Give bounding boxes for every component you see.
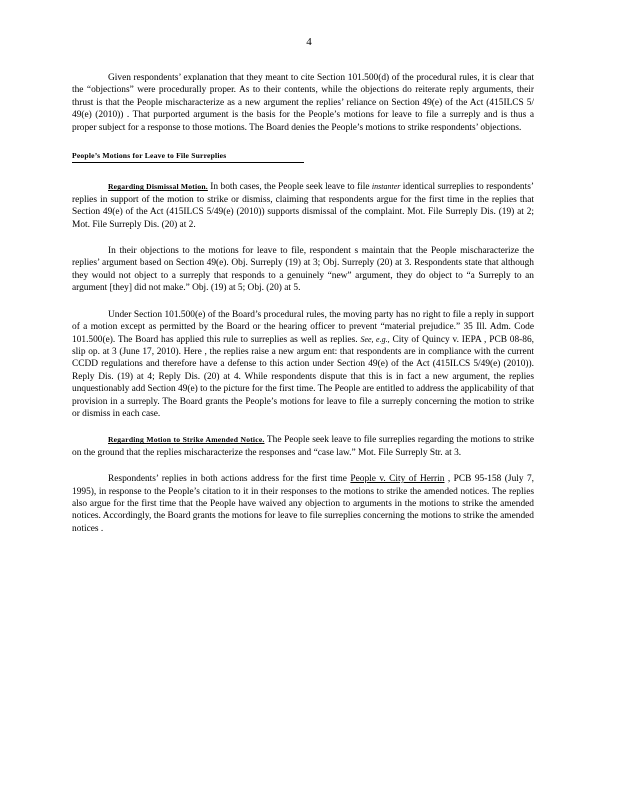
see-eg-signal: See, e.g., [360,334,390,344]
subsection-heading-dismissal: Regarding Dismissal Motion. [108,182,208,192]
paragraph-text: Under Section 101.500(e) of the Board’s procedural rules, the moving party has no right to file a reply in support of a motion except as permitted by the Board or the hearing officer to prevent “material prejudice.” 35 Ill. Adm. Code 101.500(e). The Board has applied this rule to surreplies as well as replies. [72,309,534,345]
paragraph-text: The People seek leave to file surreplies regarding the motions to strike on the ground that the replies mischaracterize the responses and “case law.” Mot. File Surreply Str. at 3. [72,435,535,458]
page-number: 4 [306,36,312,48]
paragraph-text: Given respondents’ explanation that they meant to cite Section 101.500(d) of the procedural rules, it is clear that the “objections” were procedurally proper. As to their contents, while the objections do reiterate reply arguments, their thrust is that the People mischaracterize as a new argument the replies’ reliance on Section 49(e) of the Act (415ILCS 5/ 49(e) (2010)) . That purported argument is the basis for the People’s motions for leave to file a surreply and is thus a proper subject for a response to those motions. The Board denies the People’s motions to strike respondents’ objections. [72,73,534,133]
paragraph-text: , PCB 95-158 (July 7, 1995), in response to the People’s citation to it in their responses to the motions to strike the amended notices. The replies also argue for the first time that the People have waived any objection to arguments in the motions to strike the amended notices. Accordingly, the Board grants the motions for leave to file surreplies concerning the motions to strike the amended notices . [72,474,535,534]
paragraph-text: In their objections to the motions for leave to file, respondent s maintain that the People mischaracterize the replies’ argument based on Section 49(e). Obj. Surreply (19) at 3; Obj. Surreply (20) at 3. Respondents state that although they would not object to a surreply that responds to a genuinely “new” argument, they do object to “a Surreply to an argument [they] did not make.” Obj. (19) at 5; Obj. (20) at 5. [72,246,534,294]
instanter-term: instanter [371,182,401,192]
paragraph-dismissal-motion [72,181,534,231]
paragraph-objections-proper [72,72,534,134]
subsection-heading-strike: Regarding Motion to Strike Amended Notice. [108,435,265,445]
paragraph-text: identical surreplies to respondents’ replies in support of the motion to strike or dismiss, claiming that respondents argue for the first time in the replies that Section 49(e) of the Act (415ILCS 5/49(e) (2010)) supports dismissal of the complaint. Mot. File Surreply Dis. (19) at 2; Mot. File Surreply Dis. (20) at 2. [72,182,534,230]
document-body [72,72,534,535]
paragraph-objections [72,245,534,295]
paragraph-herrin [72,473,534,535]
section-heading-row [72,150,534,163]
paragraph-strike-amended-notice [72,434,534,459]
paragraph-text: City of Quincy v. IEPA , PCB 08-86, slip op. at 3 (June 17, 2010). Here , the replies raise a new argum ent: that respondents are in compliance with the current CCDD regulations and therefore have a defense to this action under Section 49(e) of the Act (415ILCS 5/49(e) (2010)). Reply Dis. (19) at 4; Reply Dis. (20) at 4. While respondents dispute that this is in fact a new argument, the replies unquestionably add Section 49(e) to the picture for the first time. The People are entitled to address the applicability of that provision in a surreply. The Board grants the People’s motions for leave to file a surreply concerning the motion to strike or dismiss in each case. [72,334,535,419]
paragraph-text: In both cases, the People seek leave to file [207,182,372,193]
case-citation: People v. City of Herrin [350,474,445,485]
paragraph-text: Respondents’ replies in both actions address for the first time [108,474,351,485]
paragraph-section-101-500e [72,309,534,421]
section-heading: People’s Motions for Leave to File Surreplies [72,150,304,163]
